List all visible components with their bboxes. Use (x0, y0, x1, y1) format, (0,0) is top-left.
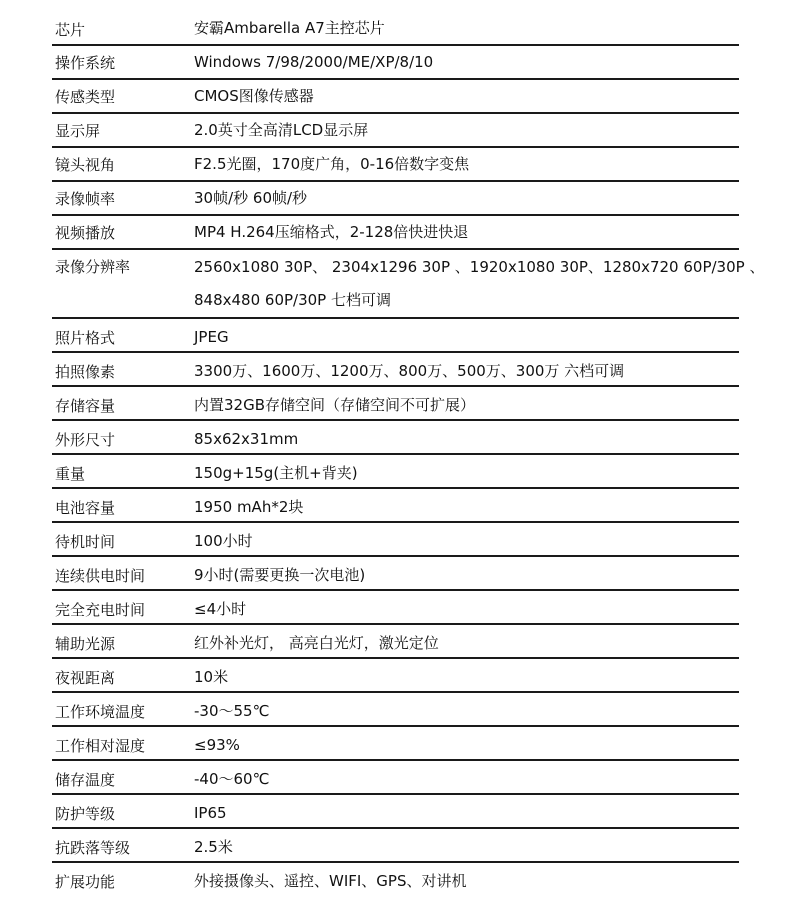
spec-label: 操作系统 (55, 54, 116, 72)
spec-value: F2.5光圈，170度广角，0-16倍数字变焦 (194, 155, 470, 173)
spec-value: 2.0英寸全高清LCD显示屏 (194, 121, 369, 139)
spec-label: 储存温度 (55, 771, 116, 789)
spec-label: 连续供电时间 (55, 567, 146, 585)
spec-value: ≤4小时 (194, 600, 247, 618)
spec-value: MP4 H.264压缩格式，2-128倍快进快退 (194, 223, 469, 241)
spec-value: 外接摄像头、遥控、WIFI、GPS、对讲机 (194, 872, 467, 890)
spec-label: 传感类型 (55, 88, 116, 106)
spec-row (52, 319, 739, 353)
spec-label: 显示屏 (55, 122, 101, 140)
spec-row (52, 489, 739, 523)
spec-value-continued: 848x480 60P/30P 七档可调 (194, 291, 391, 309)
spec-value: 9小时(需要更换一次电池) (194, 566, 366, 584)
spec-value: 100小时 (194, 532, 253, 550)
spec-row (52, 625, 739, 659)
spec-value: 3300万、1600万、1200万、800万、500万、300万 六档可调 (194, 362, 625, 380)
spec-value: IP65 (194, 804, 227, 822)
spec-row (52, 80, 739, 114)
spec-label: 夜视距离 (55, 669, 116, 687)
spec-label: 外形尺寸 (55, 431, 116, 449)
spec-label: 芯片 (55, 21, 86, 39)
spec-label: 电池容量 (55, 499, 116, 517)
spec-row (52, 11, 739, 46)
spec-row (52, 148, 739, 182)
spec-label: 存储容量 (55, 397, 116, 415)
spec-value: 10米 (194, 668, 229, 686)
spec-row (52, 182, 739, 216)
spec-row (52, 216, 739, 250)
spec-label: 照片格式 (55, 329, 116, 347)
spec-value: 30帧/秒 60帧/秒 (194, 189, 308, 207)
spec-label: 防护等级 (55, 805, 116, 823)
spec-row (52, 693, 739, 727)
spec-label: 录像分辨率 (55, 258, 131, 276)
spec-label: 视频播放 (55, 224, 116, 242)
spec-row (52, 829, 739, 863)
spec-label: 辅助光源 (55, 635, 116, 653)
spec-value: Windows 7/98/2000/ME/XP/8/10 (194, 53, 434, 71)
spec-label: 扩展功能 (55, 873, 116, 891)
spec-row (52, 353, 739, 387)
spec-label: 镜头视角 (55, 156, 116, 174)
spec-value: 2560x1080 30P、 2304x1296 30P 、1920x1080 30P、1280x720 60P/30P 、 (194, 258, 765, 276)
spec-row (52, 591, 739, 625)
spec-row (52, 46, 739, 80)
spec-value: ≤93% (194, 736, 240, 754)
spec-label: 工作环境温度 (55, 703, 146, 721)
spec-row (52, 455, 739, 489)
spec-label: 拍照像素 (55, 363, 116, 381)
spec-row (52, 114, 739, 148)
spec-row (52, 421, 739, 455)
spec-value: -30～55℃ (194, 702, 270, 720)
spec-row (52, 250, 765, 319)
spec-value: 红外补光灯， 高亮白光灯，激光定位 (194, 634, 439, 652)
spec-value: JPEG (194, 328, 229, 346)
spec-value: 150g+15g(主机+背夹) (194, 464, 358, 482)
spec-label: 重量 (55, 465, 86, 483)
spec-row (52, 863, 739, 897)
spec-value: 安霸Ambarella A7主控芯片 (194, 19, 385, 37)
spec-value: 85x62x31mm (194, 430, 299, 448)
spec-value: 内置32GB存储空间（存储空间不可扩展） (194, 396, 476, 414)
spec-row (52, 761, 739, 795)
spec-value: CMOS图像传感器 (194, 87, 314, 105)
spec-row (52, 523, 739, 557)
spec-label: 工作相对湿度 (55, 737, 146, 755)
spec-row (52, 557, 739, 591)
spec-label: 待机时间 (55, 533, 116, 551)
spec-table (52, 11, 765, 897)
spec-value: 1950 mAh*2块 (194, 498, 304, 516)
spec-label: 完全充电时间 (55, 601, 146, 619)
spec-row (52, 795, 739, 829)
spec-row (52, 387, 739, 421)
spec-label: 抗跌落等级 (55, 839, 131, 857)
spec-value: -40～60℃ (194, 770, 270, 788)
spec-row (52, 659, 739, 693)
spec-row (52, 727, 739, 761)
spec-label: 录像帧率 (55, 190, 116, 208)
spec-value: 2.5米 (194, 838, 233, 856)
